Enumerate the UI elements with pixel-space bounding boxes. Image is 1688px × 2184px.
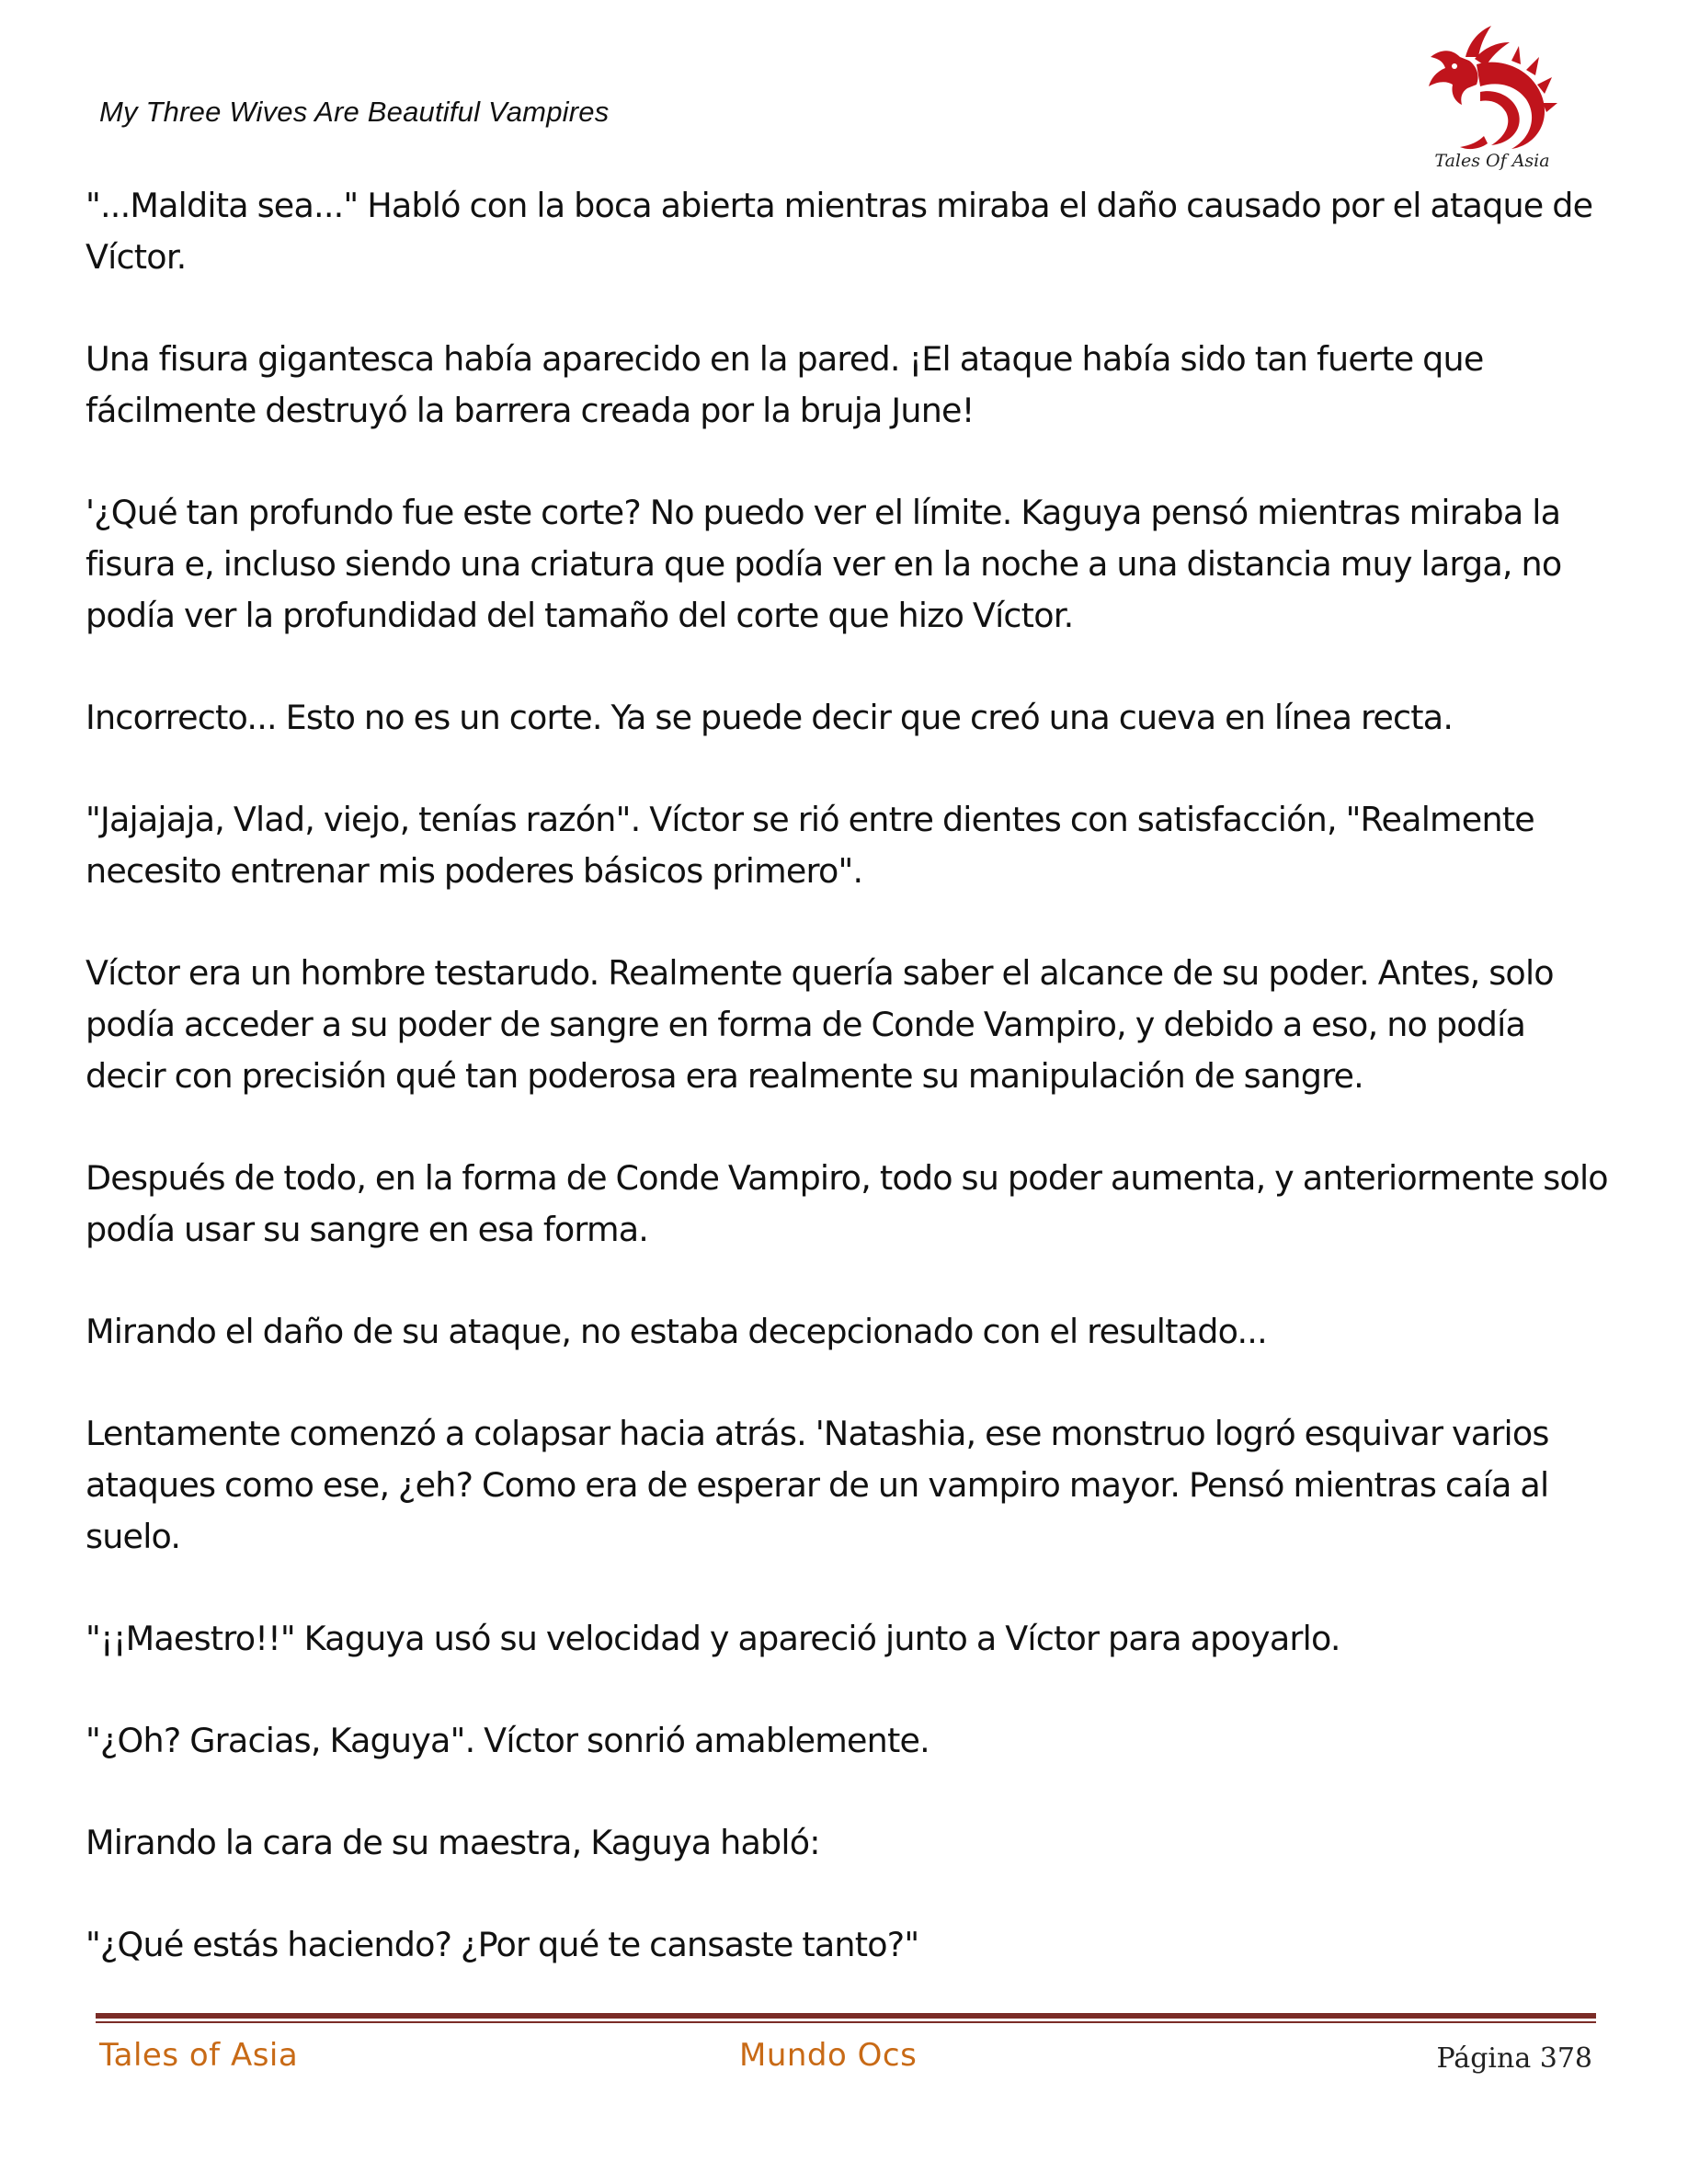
footer-divider-thin — [96, 2021, 1596, 2023]
paragraph: "Jajajaja, Vlad, viejo, tenías razón". Víctor se rió entre dientes con satisfacción, "Realmente necesito entrenar mis poderes básicos primero". — [86, 800, 1534, 891]
paragraph: Mirando la cara de su maestra, Kaguya habló: — [86, 1823, 820, 1862]
paragraph: "¿Oh? Gracias, Kaguya". Víctor sonrió amablemente. — [86, 1721, 930, 1760]
paragraph: Una fisura gigantesca había aparecido en la pared. ¡El ataque había sido tan fuerte que fácilmente destruyó la barrera creada por la bruja June! — [86, 339, 1484, 430]
footer-translator: Mundo Ocs — [739, 2037, 918, 2074]
paragraph: "¡¡Maestro!!" Kaguya usó su velocidad y apareció junto a Víctor para apoyarlo. — [86, 1619, 1340, 1658]
paragraph: "...Maldita sea..." Habló con la boca abierta mientras miraba el daño causado por el ataque de Víctor. — [86, 186, 1593, 277]
page-number: Página 378 — [1436, 2042, 1592, 2075]
paragraph: Después de todo, en la forma de Conde Vampiro, todo su poder aumenta, y anteriormente solo podía usar su sangre en esa forma. — [86, 1158, 1608, 1249]
paragraph: "¿Qué estás haciendo? ¿Por qué te cansaste tanto?" — [86, 1925, 919, 1964]
paragraph: Mirando el daño de su ataque, no estaba decepcionado con el resultado... — [86, 1312, 1267, 1351]
book-title: My Three Wives Are Beautiful Vampires — [99, 96, 610, 128]
page-body — [86, 180, 1612, 2021]
red-dragon-icon — [1423, 20, 1561, 158]
paragraph: Víctor era un hombre testarudo. Realmente quería saber el alcance de su poder. Antes, solo podía acceder a su poder de sangre en forma de Conde Vampiro, y debido a eso, no podía decir con precisión qué tan poderosa era realmente su manipulación de sangre. — [86, 953, 1554, 1096]
footer-publisher: Tales of Asia — [99, 2037, 299, 2074]
paragraph: Incorrecto... Esto no es un corte. Ya se puede decir que creó una cueva en línea recta. — [86, 698, 1454, 737]
paragraph: Lentamente comenzó a colapsar hacia atrás. 'Natashia, ese monstruo logró esquivar varios ataques como ese, ¿eh? Como era de esperar de un vampiro mayor. Pensó mientras caía al suelo. — [86, 1414, 1549, 1556]
logo-text: Tales Of Asia — [1434, 151, 1550, 171]
publisher-logo — [1423, 20, 1561, 182]
paragraph: '¿Qué tan profundo fue este corte? No puedo ver el límite. Kaguya pensó mientras miraba la fisura e, incluso siendo una criatura que podía ver en la noche a una distancia muy larga, no podía ver la profundidad del tamaño del corte que hizo Víctor. — [86, 493, 1562, 635]
footer-divider — [96, 2013, 1596, 2019]
